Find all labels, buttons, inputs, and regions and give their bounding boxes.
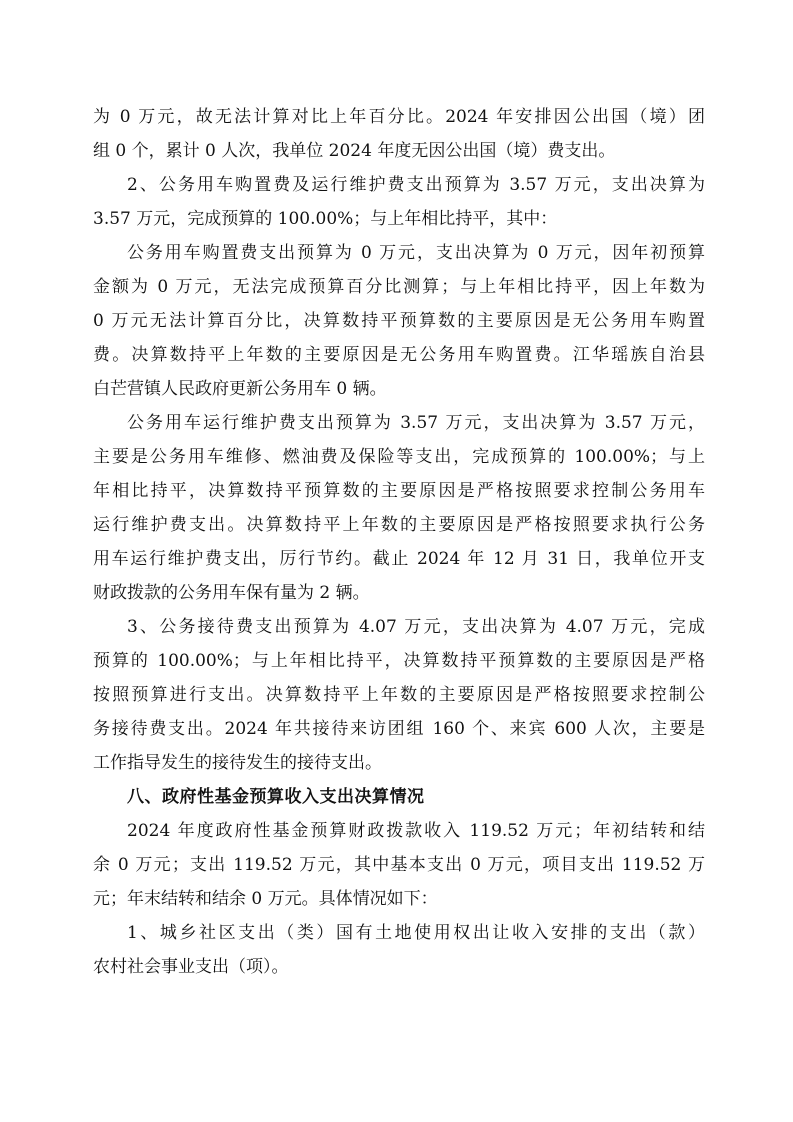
paragraph-line: 3.57 万元，完成预算的 100.00%；与上年相比持平，其中： <box>93 209 558 229</box>
paragraph-line: 主要是公务用车维修、燃油费及保险等支出，完成预算的 100.00%；与上 <box>93 447 705 467</box>
paragraph-line: 为 0 万元，故无法计算对比上年百分比。2024 年安排因公出国（境）团 <box>93 107 705 127</box>
paragraph-line: 用车运行维护费支出，厉行节约。截止 2024 年 12 月 31 日，我单位开支 <box>93 549 705 569</box>
paragraph-line: 白芒营镇人民政府更新公务用车 0 辆。 <box>93 379 387 399</box>
paragraph-line: 1、城乡社区支出（类）国有土地使用权出让收入安排的支出（款） <box>127 923 705 943</box>
document-body <box>93 100 705 984</box>
paragraph-line: 0 万元无法计算百分比，决算数持平预算数的主要原因是无公务用车购置 <box>93 311 705 331</box>
paragraph-line: 2、公务用车购置费及运行维护费支出预算为 3.57 万元，支出决算为 <box>127 175 705 195</box>
paragraph-line: 公务用车购置费支出预算为 0 万元，支出决算为 0 万元，因年初预算 <box>127 243 705 263</box>
paragraph-line: 余 0 万元；支出 119.52 万元，其中基本支出 0 万元，项目支出 119.52 万 <box>93 855 705 875</box>
paragraph-line: 工作指导发生的接待发生的接待支出。 <box>93 753 382 773</box>
paragraph-line: 农村社会事业支出（项）。 <box>93 957 289 977</box>
paragraph-line: 费。决算数持平上年数的主要原因是无公务用车购置费。江华瑶族自治县 <box>93 345 705 365</box>
paragraph-line: 运行维护费支出。决算数持平上年数的主要原因是严格按照要求执行公务 <box>93 515 705 535</box>
paragraph-line: 3、公务接待费支出预算为 4.07 万元，支出决算为 4.07 万元，完成 <box>127 617 705 637</box>
paragraph-line: 预算的 100.00%；与上年相比持平，决算数持平预算数的主要原因是严格 <box>93 651 705 671</box>
paragraph-line: 年相比持平，决算数持平预算数的主要原因是严格按照要求控制公务用车 <box>93 481 705 501</box>
paragraph-line: 公务用车运行维护费支出预算为 3.57 万元，支出决算为 3.57 万元， <box>127 413 705 433</box>
paragraph-line: 元；年末结转和结余 0 万元。具体情况如下： <box>93 889 438 909</box>
paragraph-line: 组 0 个，累计 0 人次，我单位 2024 年度无因公出国（境）费支出。 <box>93 141 616 161</box>
paragraph-line: 按照预算进行支出。决算数持平上年数的主要原因是严格按照要求控制公 <box>93 685 705 705</box>
paragraph-line: 2024 年度政府性基金预算财政拨款收入 119.52 万元；年初结转和结 <box>127 821 705 841</box>
paragraph-line: 财政拨款的公务用车保有量为 2 辆。 <box>93 583 370 603</box>
section-heading: 八、政府性基金预算收入支出决算情况 <box>127 787 425 807</box>
paragraph-line: 务接待费支出。2024 年共接待来访团组 160 个、来宾 600 人次，主要是 <box>93 719 705 739</box>
paragraph-line: 金额为 0 万元，无法完成预算百分比测算；与上年相比持平，因上年数为 <box>93 277 705 297</box>
